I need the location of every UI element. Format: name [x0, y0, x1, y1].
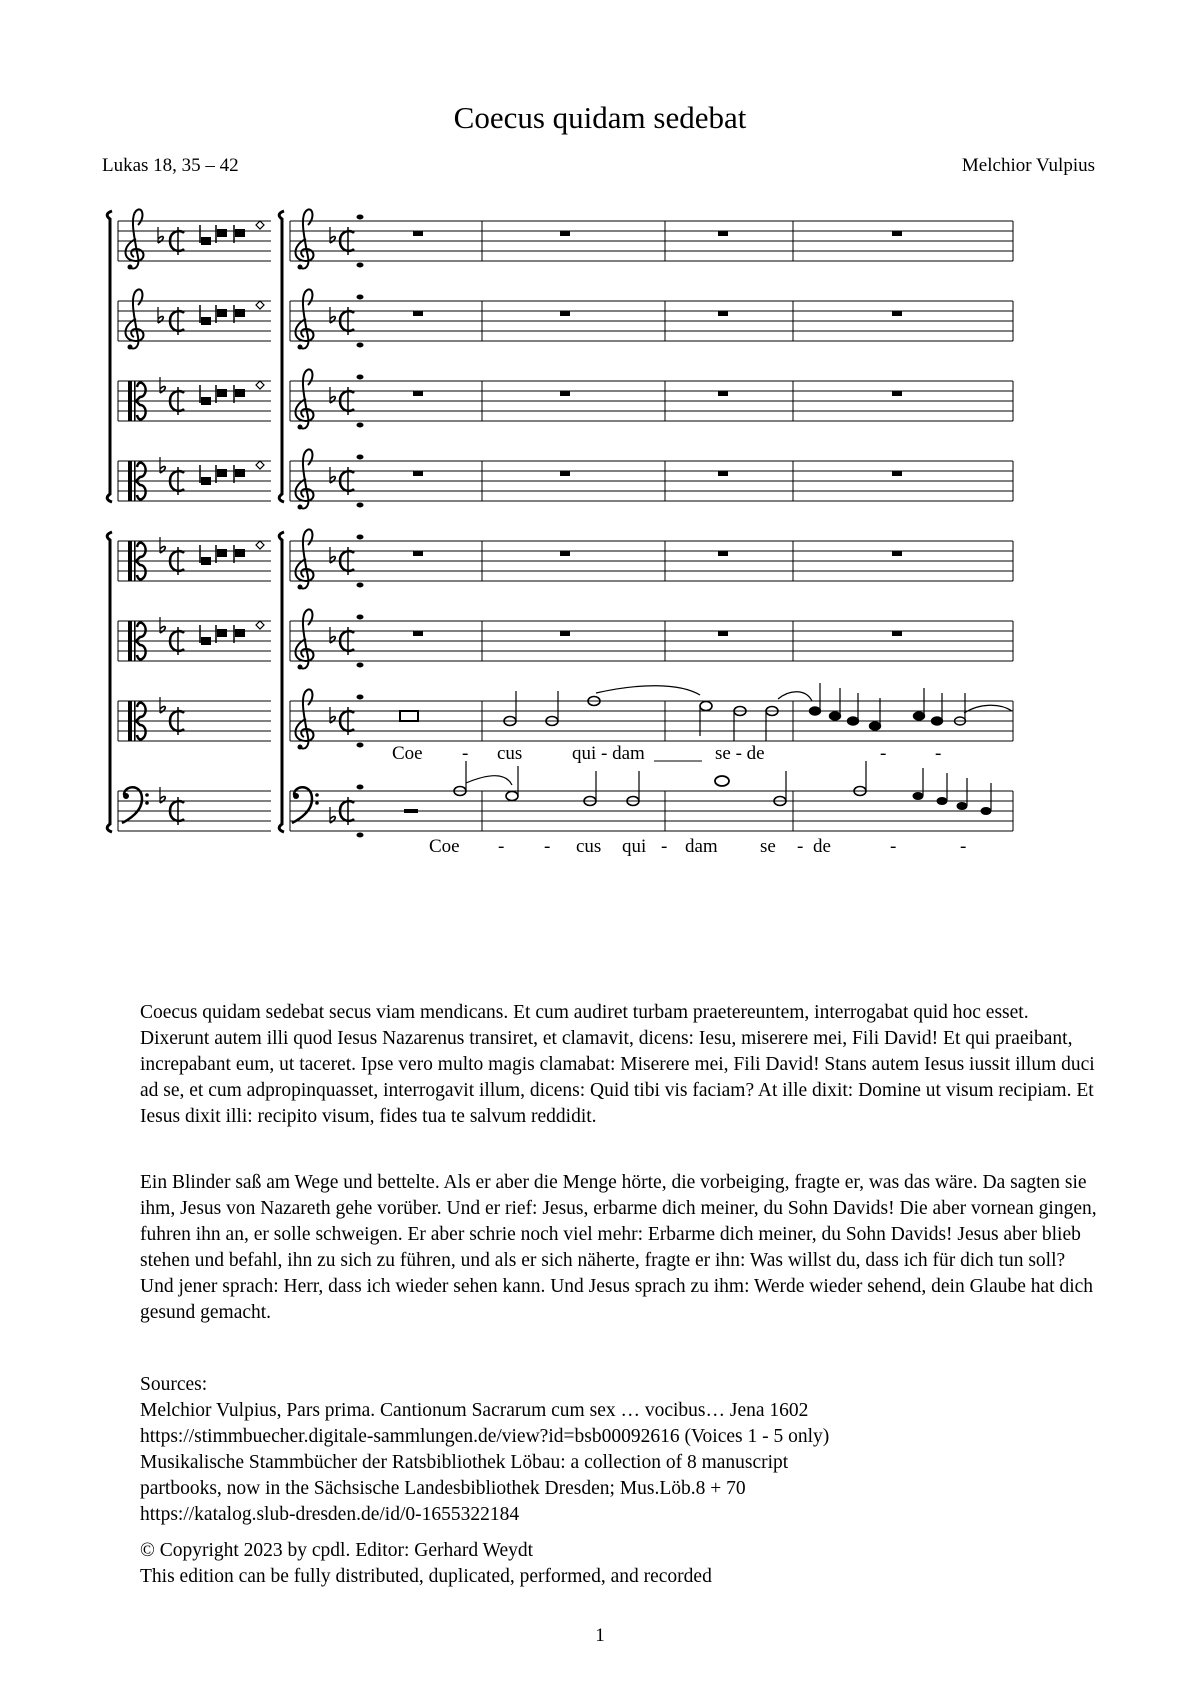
- range-note: [357, 695, 364, 700]
- tie: [466, 776, 512, 785]
- copyright-line: © Copyright 2023 by cpdl. Editor: Gerhard Weydt: [140, 1540, 534, 1561]
- incipit-note: [235, 229, 245, 237]
- tie: [964, 705, 1012, 713]
- bar-rest: [892, 471, 902, 476]
- bar-rest: [413, 391, 423, 396]
- quarter-note: [870, 722, 881, 730]
- bar-rest: [560, 551, 570, 556]
- sources-section: [140, 1372, 1100, 1528]
- system-bracket: [279, 532, 284, 832]
- range-note: [357, 343, 364, 348]
- bar-rest: [892, 231, 902, 236]
- half-note: [506, 792, 518, 801]
- range-note: [357, 215, 364, 220]
- range-note: [357, 615, 364, 620]
- license-line: This edition can be fully distributed, duplicated, performed, and recorded: [140, 1566, 712, 1587]
- range-note: [357, 295, 364, 300]
- half-note: [700, 702, 712, 711]
- system-bracket: [107, 532, 112, 832]
- bar-rest: [413, 471, 423, 476]
- lyric-syllable: dam: [685, 836, 718, 857]
- incipit-note: [217, 229, 227, 237]
- range-note: [357, 833, 364, 838]
- bar-rest: [413, 231, 423, 236]
- lyric-syllable: -: [544, 836, 551, 857]
- range-note: [357, 503, 364, 508]
- quarter-note: [957, 802, 968, 810]
- lyric-syllable: Coe: [392, 743, 423, 764]
- sources-heading: Sources:: [140, 1374, 208, 1395]
- page-number: 1: [595, 1625, 605, 1646]
- range-note: [357, 785, 364, 790]
- incipit-note: [201, 637, 211, 645]
- lyric-syllable: se - de: [715, 743, 765, 764]
- incipit-note: [217, 549, 227, 557]
- score-title: Coecus quidam sedebat: [453, 100, 747, 135]
- bar-rest: [560, 311, 570, 316]
- range-note: [357, 455, 364, 460]
- incipit-note: [201, 397, 211, 405]
- lyric-syllable: -: [797, 836, 804, 857]
- bar-rest: [718, 631, 728, 636]
- source-line: partbooks, now in the Sächsische Landesbibliothek Dresden; Mus.Löb.8 + 70: [140, 1478, 746, 1499]
- incipit-final-note: [256, 221, 264, 229]
- treble-clef-icon: [296, 529, 314, 589]
- incipit-note: [201, 557, 211, 565]
- composer-name: Melchior Vulpius: [961, 155, 1095, 176]
- system-bracket: [279, 211, 284, 502]
- bar-rest: [718, 551, 728, 556]
- incipit-note: [217, 309, 227, 317]
- bar-rest: [413, 551, 423, 556]
- bass-clef-icon: [122, 787, 149, 823]
- latin-text: [140, 1000, 1100, 1130]
- copyright-section: [140, 1538, 1100, 1590]
- whole-note: [715, 776, 729, 786]
- range-note: [357, 663, 364, 668]
- incipit-final-note: [256, 381, 264, 389]
- lyrics-voice-8: [429, 836, 966, 857]
- bar-rest: [718, 391, 728, 396]
- incipit-note: [235, 549, 245, 557]
- quarter-note: [848, 717, 859, 725]
- treble-clef-icon: [126, 209, 144, 269]
- bar-rest: [892, 391, 902, 396]
- lyric-syllable: -: [935, 743, 942, 764]
- treble-clef-icon: [296, 289, 314, 349]
- german-text: [140, 1170, 1100, 1326]
- range-note: [357, 583, 364, 588]
- bar-rest: [718, 231, 728, 236]
- treble-clef-icon: [296, 209, 314, 269]
- treble-clef-icon: [296, 369, 314, 429]
- source-line: Melchior Vulpius, Pars prima. Cantionum Sacrarum cum sex … vocibus… Jena 1602: [140, 1400, 809, 1421]
- source-line: Musikalische Stammbücher der Ratsbibliothek Löbau: a collection of 8 manuscript: [140, 1452, 789, 1473]
- source-line: https://stimmbuecher.digitale-sammlungen.de/view?id=bsb00092616 (Voices 1 - 5 only): [140, 1426, 830, 1447]
- bass-clef-icon: [292, 787, 319, 823]
- lyric-syllable: -: [462, 743, 469, 764]
- incipit-note: [217, 389, 227, 397]
- system-bracket: [107, 211, 112, 502]
- lyric-syllable: de: [813, 836, 831, 857]
- quarter-note: [913, 792, 924, 800]
- lyrics-voice-7: [392, 743, 941, 764]
- lyric-syllable: qui: [622, 836, 647, 857]
- range-note: [357, 535, 364, 540]
- bar-rest: [718, 471, 728, 476]
- incipit-final-note: [256, 621, 264, 629]
- incipit-note: [235, 389, 245, 397]
- half-rest: [404, 809, 418, 813]
- incipit-final-note: [256, 541, 264, 549]
- tie: [596, 686, 700, 695]
- quarter-note: [830, 712, 841, 720]
- bar-rest: [560, 231, 570, 236]
- lyric-syllable: cus: [576, 836, 602, 857]
- bar-rest: [413, 311, 423, 316]
- lyric-syllable: Coe: [429, 836, 460, 857]
- incipit-note: [201, 237, 211, 245]
- range-note: [357, 375, 364, 380]
- treble-clef-icon: [296, 449, 314, 509]
- lyric-syllable: cus: [497, 743, 523, 764]
- incipit-note: [235, 309, 245, 317]
- lyric-syllable: -: [890, 836, 897, 857]
- bar-rest: [560, 391, 570, 396]
- incipit-final-note: [256, 461, 264, 469]
- quarter-note: [914, 712, 925, 720]
- bar-rest: [413, 631, 423, 636]
- quarter-note: [932, 717, 943, 725]
- incipit-note: [201, 477, 211, 485]
- breve-note: [400, 711, 418, 721]
- german-paragraph: Ein Blinder saß am Wege und bettelte. Als er aber die Menge hörte, die vorbeiging, fragte er, was das wäre. Da sagten sie ihm, Jesus von Nazareth gehe vorüber. Und er rief: Jesus, erbarme dich meiner, du Sohn Davids! Die aber vornean gingen, fuhren ihn an, er solle schweigen. Er aber schrie noch viel mehr: Erbarme dich meiner, du Sohn Davids! Jesus aber blieb stehen und befahl, ihn zu sich zu führen, und als er sich näherte, fragte er ihn: Was willst du, dass ich für dich tun soll? Und jener sprach: Herr, dass ich wieder sehen kann. Und Jesus sprach zu ihm: Werde wieder sehend, dein Glaube hat dich gesund gemacht.: [140, 1172, 1097, 1323]
- scripture-reference: Lukas 18, 35 – 42: [102, 155, 239, 176]
- treble-clef-icon: [296, 609, 314, 669]
- source-line: https://katalog.slub-dresden.de/id/0-1655322184: [140, 1504, 520, 1525]
- bar-rest: [892, 551, 902, 556]
- range-note: [357, 263, 364, 268]
- bar-rest: [718, 311, 728, 316]
- bar-rest: [560, 471, 570, 476]
- lyric-syllable: -: [880, 743, 887, 764]
- bar-rest: [892, 311, 902, 316]
- quarter-note: [981, 807, 992, 815]
- bar-rest: [892, 631, 902, 636]
- latin-paragraph: Coecus quidam sedebat secus viam mendicans. Et cum audiret turbam praetereuntem, interrogabat quid hoc esset. Dixerunt autem illi quod Iesus Nazarenus transiret, et clamavit, dicens: Iesu, miserere mei, Fili David! Et qui praeibant, increpabant eum, ut taceret. Ipse vero multo magis clamabat: Miserere mei, Fili David! Stans autem Iesus iussit illum duci ad se, et cum adpropinquasset, interrogavit illum, dicens: Quid tibi vis faciam? At ille dixit: Domine ut visum recipiam. Et Iesus dixit illi: recipito visum, fides tua te salvum reddidit.: [140, 1002, 1095, 1127]
- range-note: [357, 423, 364, 428]
- quarter-note: [810, 707, 821, 715]
- incipit-note: [235, 469, 245, 477]
- quarter-note: [937, 797, 948, 805]
- lyric-syllable: se: [760, 836, 776, 857]
- lyric-syllable: -: [960, 836, 967, 857]
- bar-rest: [560, 631, 570, 636]
- incipit-note: [217, 629, 227, 637]
- range-note: [357, 743, 364, 748]
- incipit-note: [235, 629, 245, 637]
- lyric-syllable: -: [661, 836, 668, 857]
- incipit-final-note: [256, 301, 264, 309]
- treble-clef-icon: [126, 289, 144, 349]
- treble-clef-icon: [296, 689, 314, 749]
- tie: [778, 692, 812, 701]
- lyric-syllable: -: [498, 836, 505, 857]
- incipit-note: [217, 469, 227, 477]
- lyric-syllable: qui - dam: [572, 743, 645, 764]
- incipit-note: [201, 317, 211, 325]
